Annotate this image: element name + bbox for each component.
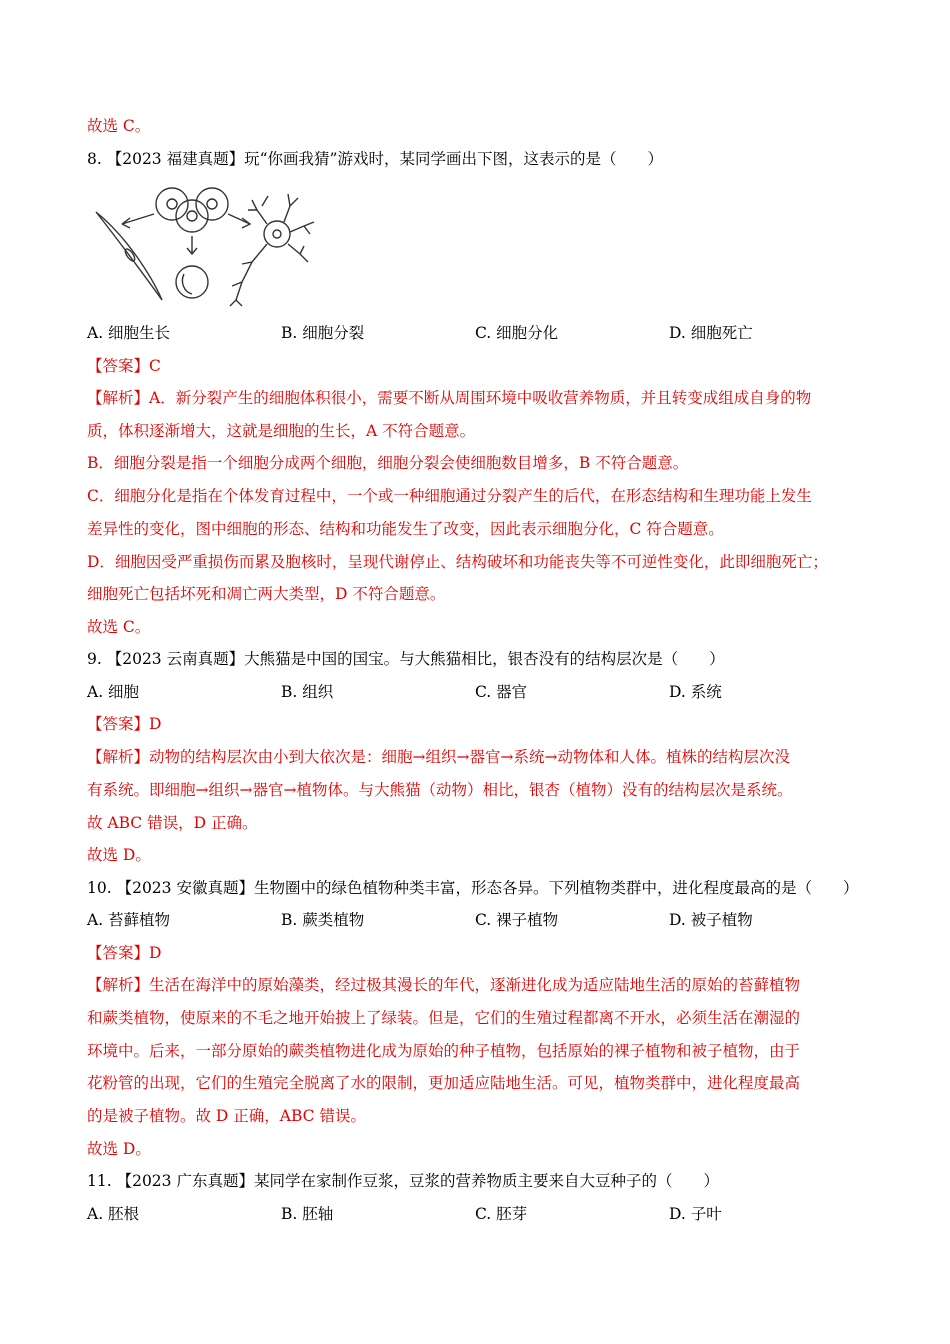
q9-option-c: C. 器官: [475, 683, 528, 701]
q8-explanation: 质，体积逐渐增大，这就是细胞的生长，A 不符合题意。: [87, 422, 476, 440]
q8-conclusion: 故选 C。: [87, 618, 151, 636]
q10-explanation: 【解析】生活在海洋中的原始藻类，经过极其漫长的年代，逐渐进化成为适应陆地生活的原始的苔藓植物: [87, 976, 801, 994]
q10-option-c: C. 裸子植物: [475, 911, 559, 929]
q8-option-d: D. 细胞死亡: [669, 324, 753, 342]
muscle-cell: [96, 212, 162, 300]
q10-option-d: D. 被子植物: [669, 911, 753, 929]
q7-conclusion: 故选 C。: [87, 117, 151, 135]
q10-option-a: A. 苔藓植物: [87, 911, 171, 929]
q10-explanation: 花粉管的出现，它们的生殖完全脱离了水的限制，更加适应陆地生活。可见，植物类群中，进化程度最高: [87, 1074, 801, 1092]
q8-explanation: 差异性的变化，图中细胞的形态、结构和功能发生了改变，因此表示细胞分化，C 符合题意。: [87, 520, 724, 538]
q10-option-b: B. 蕨类植物: [281, 911, 365, 929]
cell-drawing: [92, 182, 322, 310]
q10-explanation: 和蕨类植物，使原来的不毛之地开始披上了绿装。但是，它们的生殖过程都离不开水，必须生活在潮湿的: [87, 1009, 801, 1027]
q9-explanation: 故 ABC 错误，D 正确。: [87, 814, 258, 832]
question-11: 11. 【2023 广东真题】某同学在家制作豆浆，豆浆的营养物质主要来自大豆种子的（ ）: [87, 1172, 719, 1190]
question-8: 8. 【2023 福建真题】玩“你画我猜”游戏时，某同学画出下图，这表示的是（ ）: [87, 150, 663, 168]
round-cell: [196, 188, 228, 220]
question-9: 9. 【2023 云南真题】大熊猫是中国的国宝。与大熊猫相比，银杏没有的结构层次是（ ）: [87, 650, 725, 668]
q8-option-a: A. 细胞生长: [87, 324, 171, 342]
question-10: 10. 【2023 安徽真题】生物圈中的绿色植物种类丰富，形态各异。下列植物类群中，进化程度最高的是（ ）: [87, 879, 859, 897]
q8-explanation: 【解析】A．新分裂产生的细胞体积很小，需要不断从周围环境中吸收营养物质，并且转变成组成自身的物: [87, 389, 812, 407]
q9-conclusion: 故选 D。: [87, 846, 151, 864]
q11-option-d: D. 子叶: [669, 1205, 722, 1223]
q10-explanation: 的是被子植物。故 D 正确，ABC 错误。: [87, 1107, 366, 1125]
q11-option-a: A. 胚根: [87, 1205, 140, 1223]
q9-explanation: 【解析】动物的结构层次由小到大依次是：细胞→组织→器官→系统→动物体和人体。植株的结构层次没: [87, 748, 790, 766]
q11-option-b: B. 胚轴: [281, 1205, 334, 1223]
q10-answer: 【答案】D: [87, 944, 162, 962]
round-cell: [176, 200, 208, 232]
q8-option-c: C. 细胞分化: [475, 324, 559, 342]
round-cell: [156, 188, 188, 220]
q8-explanation: C．细胞分化是指在个体发育过程中，一个或一种细胞通过分裂产生的后代，在形态结构和生理功能上发生: [87, 487, 812, 505]
q8-answer: 【答案】C: [87, 357, 161, 375]
q9-option-a: A. 细胞: [87, 683, 140, 701]
neuron-cell: [230, 194, 314, 306]
cell-differentiation-figure: [92, 182, 322, 310]
q9-explanation: 有系统。即细胞→组织→器官→植物体。与大熊猫（动物）相比，银杏（植物）没有的结构层次是系统。: [87, 781, 793, 799]
q10-conclusion: 故选 D。: [87, 1140, 151, 1158]
q8-explanation: D．细胞因受严重损伤而累及胞核时，呈现代谢停止、结构破坏和功能丧失等不可逆性变化，此即细胞死亡；: [87, 553, 828, 571]
q8-explanation: B．细胞分裂是指一个细胞分成两个细胞，细胞分裂会使细胞数目增多，B 不符合题意。: [87, 454, 689, 472]
q11-option-c: C. 胚芽: [475, 1205, 528, 1223]
q9-option-b: B. 组织: [281, 683, 334, 701]
q8-explanation: 细胞死亡包括坏死和凋亡两大类型，D 不符合题意。: [87, 585, 446, 603]
q9-option-d: D. 系统: [669, 683, 722, 701]
q8-option-b: B. 细胞分裂: [281, 324, 365, 342]
q10-explanation: 环境中。后来，一部分原始的蕨类植物进化成为原始的种子植物，包括原始的裸子植物和被子植物，由于: [87, 1042, 801, 1060]
blood-cell: [176, 266, 208, 298]
q9-answer: 【答案】D: [87, 715, 162, 733]
